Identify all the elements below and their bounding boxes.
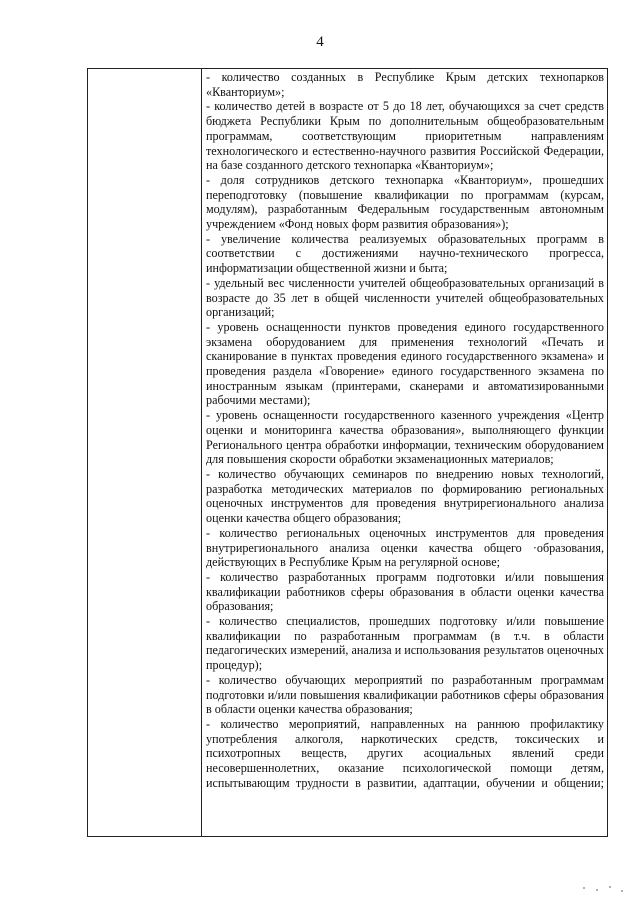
scan-speck xyxy=(596,889,598,891)
page-number: 4 xyxy=(316,34,324,50)
indicator-item xyxy=(206,232,604,276)
indicator-item xyxy=(206,276,604,320)
indicators-table xyxy=(87,68,608,837)
indicator-item xyxy=(206,614,604,673)
indicators-cell xyxy=(206,70,604,836)
indicator-text: - количество региональных оценочных инструментов для проведения внутрирегионального анализа оценки качества общего ·образования, действующих в Республике Крым на регулярной основе; xyxy=(206,525,604,570)
column-divider xyxy=(201,69,202,836)
indicator-item xyxy=(206,673,604,717)
indicator-item xyxy=(206,70,604,99)
indicator-text: - количество разработанных программ подготовки и/или повышения квалификации работников сферы образования в области оценки качества образования; xyxy=(206,569,604,614)
indicator-text: - количество обучающих мероприятий по разработанным программам подготовки и/или повышения квалификации работников сферы образования в области оценки качества образования; xyxy=(206,672,604,717)
indicator-item xyxy=(206,526,604,570)
indicator-text: - количество мероприятий, направленных на раннюю профилактику употребления алкоголя, наркотических средств, токсических и психотропных веществ, других асоциальных явлений среди несовершеннолетних, оказание психологической помощи детям, испытывающим трудности в развитии, адаптации, обучении и общении; xyxy=(206,716,604,790)
indicator-text: - уровень оснащенности пунктов проведения единого государственного экзамена оборудованием для применения технологий «Печать и сканирование в пунктах проведения единого государственного экзамена» и проведения раздела «Говорение» единого государственного экзамена по иностранным языкам (принтерами, сканерами и автоматизированными рабочими местами); xyxy=(206,319,604,408)
indicator-text: - количество обучающих семинаров по внедрению новых технологий, разработка методических материалов по формированию региональных оценочных инструментов для проведения внутрирегионального анализа оценки качества общего образования; xyxy=(206,466,604,526)
indicator-text: - количество созданных в Республике Крым детских технопарков «Кванториум»; xyxy=(206,70,604,99)
scan-speck xyxy=(609,886,611,888)
indicator-text: - доля сотрудников детского технопарка «Кванториум», прошедших переподготовку (повышение квалификации по программам (курсам, модулям), разработанным Федеральным государственным автономным учреждением «Фонд новых форм развития образования»); xyxy=(206,172,604,232)
indicator-text: - количество специалистов, прошедших подготовку и/или повышение квалификации по разработанным программам (в т.ч. в области педагогических измерений, анализа и использования результатов оценочных процедур); xyxy=(206,614,604,673)
indicator-text: - количество детей в возрасте от 5 до 18 лет, обучающихся за счет средств бюджета Республики Крым по дополнительным общеобразовательным программам, соответствующим приоритетным направлениям технологического и естественно-научного развития Российской Федерации, на базе созданного детского технопарка «Кванториум»; xyxy=(206,99,604,173)
indicator-item xyxy=(206,717,604,791)
scan-speck xyxy=(583,887,585,889)
indicator-text: - увеличение количества реализуемых образовательных программ в соответствии с достижениями научно-технического прогресса, информатизации общественной жизни и быта; xyxy=(206,231,604,276)
indicator-item xyxy=(206,408,604,467)
indicator-text: - уровень оснащенности государственного казенного учреждения «Центр оценки и мониторинга качества образования», выполняющего функции Регионального центра обработки информации, техническим оборудованием для повышения скорости обработки экзаменационных материалов; xyxy=(206,408,604,467)
indicator-item xyxy=(206,320,604,408)
indicator-text: - удельный вес численности учителей общеобразовательных организаций в возрасте до 35 лет в общей численности учителей общеобразовательных организаций; xyxy=(206,275,604,320)
indicator-item xyxy=(206,467,604,526)
indicator-item xyxy=(206,99,604,173)
scan-speck xyxy=(621,890,623,892)
indicator-item xyxy=(206,173,604,232)
indicator-item xyxy=(206,570,604,614)
